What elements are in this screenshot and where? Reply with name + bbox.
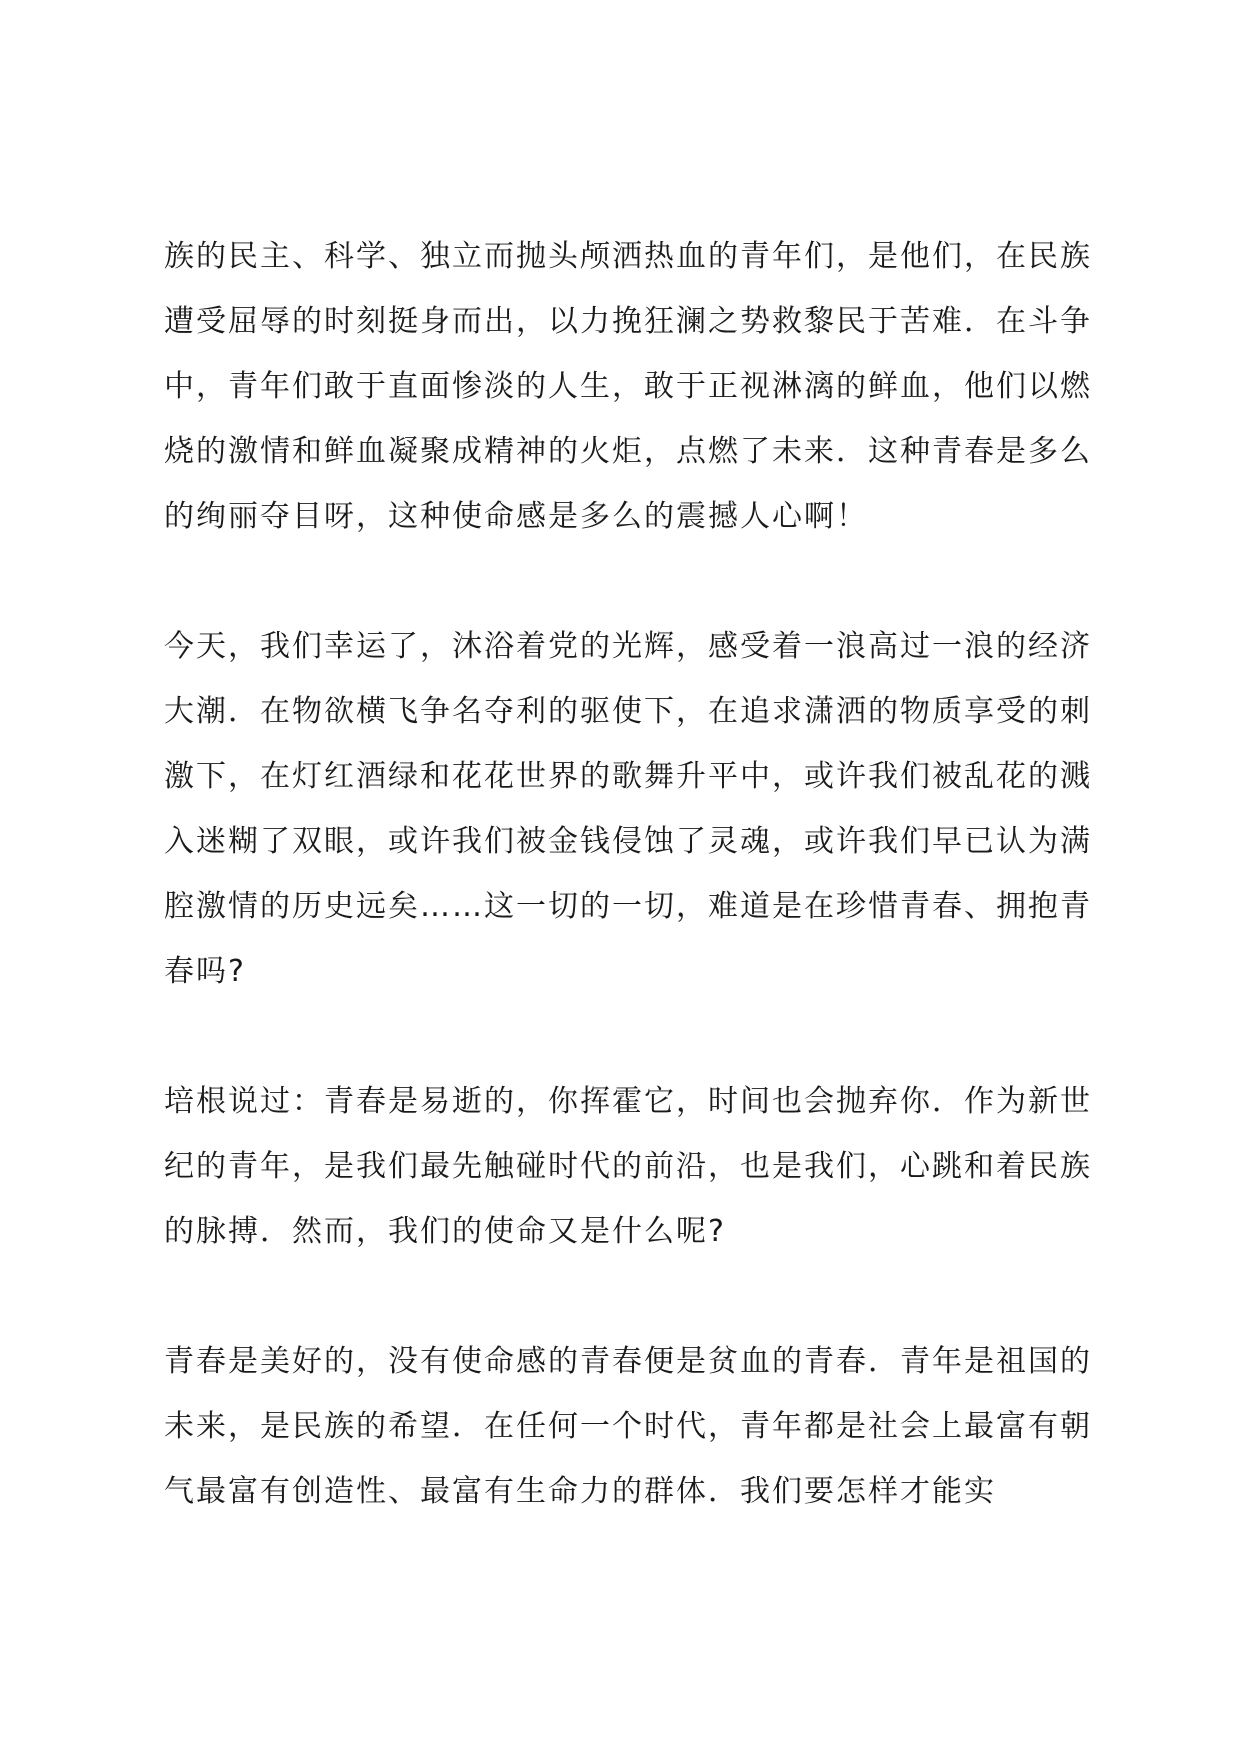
document-body [164, 224, 1092, 1524]
paragraph: 青春是美好的，没有使命感的青春便是贫血的青春．青年是祖国的未来，是民族的希望．在任何一个时代，青年都是社会上最富有朝气最富有创造性、最富有生命力的群体．我们要怎样才能实 [164, 1344, 1092, 1509]
paragraph: 今天，我们幸运了，沐浴着党的光辉，感受着一浪高过一浪的经济大潮．在物欲横飞争名夺利的驱使下，在追求潇洒的物质享受的刺激下，在灯红酒绿和花花世界的歌舞升平中，或许我们被乱花的溅入迷糊了双眼，或许我们被金钱侵蚀了灵魂，或许我们早已认为满腔激情的历史远矣……这一切的一切，难道是在珍惜青春、拥抱青春吗? [164, 629, 1092, 989]
paragraph: 族的民主、科学、独立而抛头颅洒热血的青年们，是他们，在民族遭受屈辱的时刻挺身而出，以力挽狂澜之势救黎民于苦难．在斗争中，青年们敢于直面惨淡的人生，敢于正视淋漓的鲜血，他们以燃烧的激情和鲜血凝聚成精神的火炬，点燃了未来．这种青春是多么的绚丽夺目呀，这种使命感是多么的震撼人心啊！ [164, 239, 1092, 534]
paragraph: 培根说过：青春是易逝的，你挥霍它，时间也会抛弃你．作为新世纪的青年，是我们最先触碰时代的前沿，也是我们，心跳和着民族的脉搏．然而，我们的使命又是什么呢? [164, 1084, 1092, 1249]
